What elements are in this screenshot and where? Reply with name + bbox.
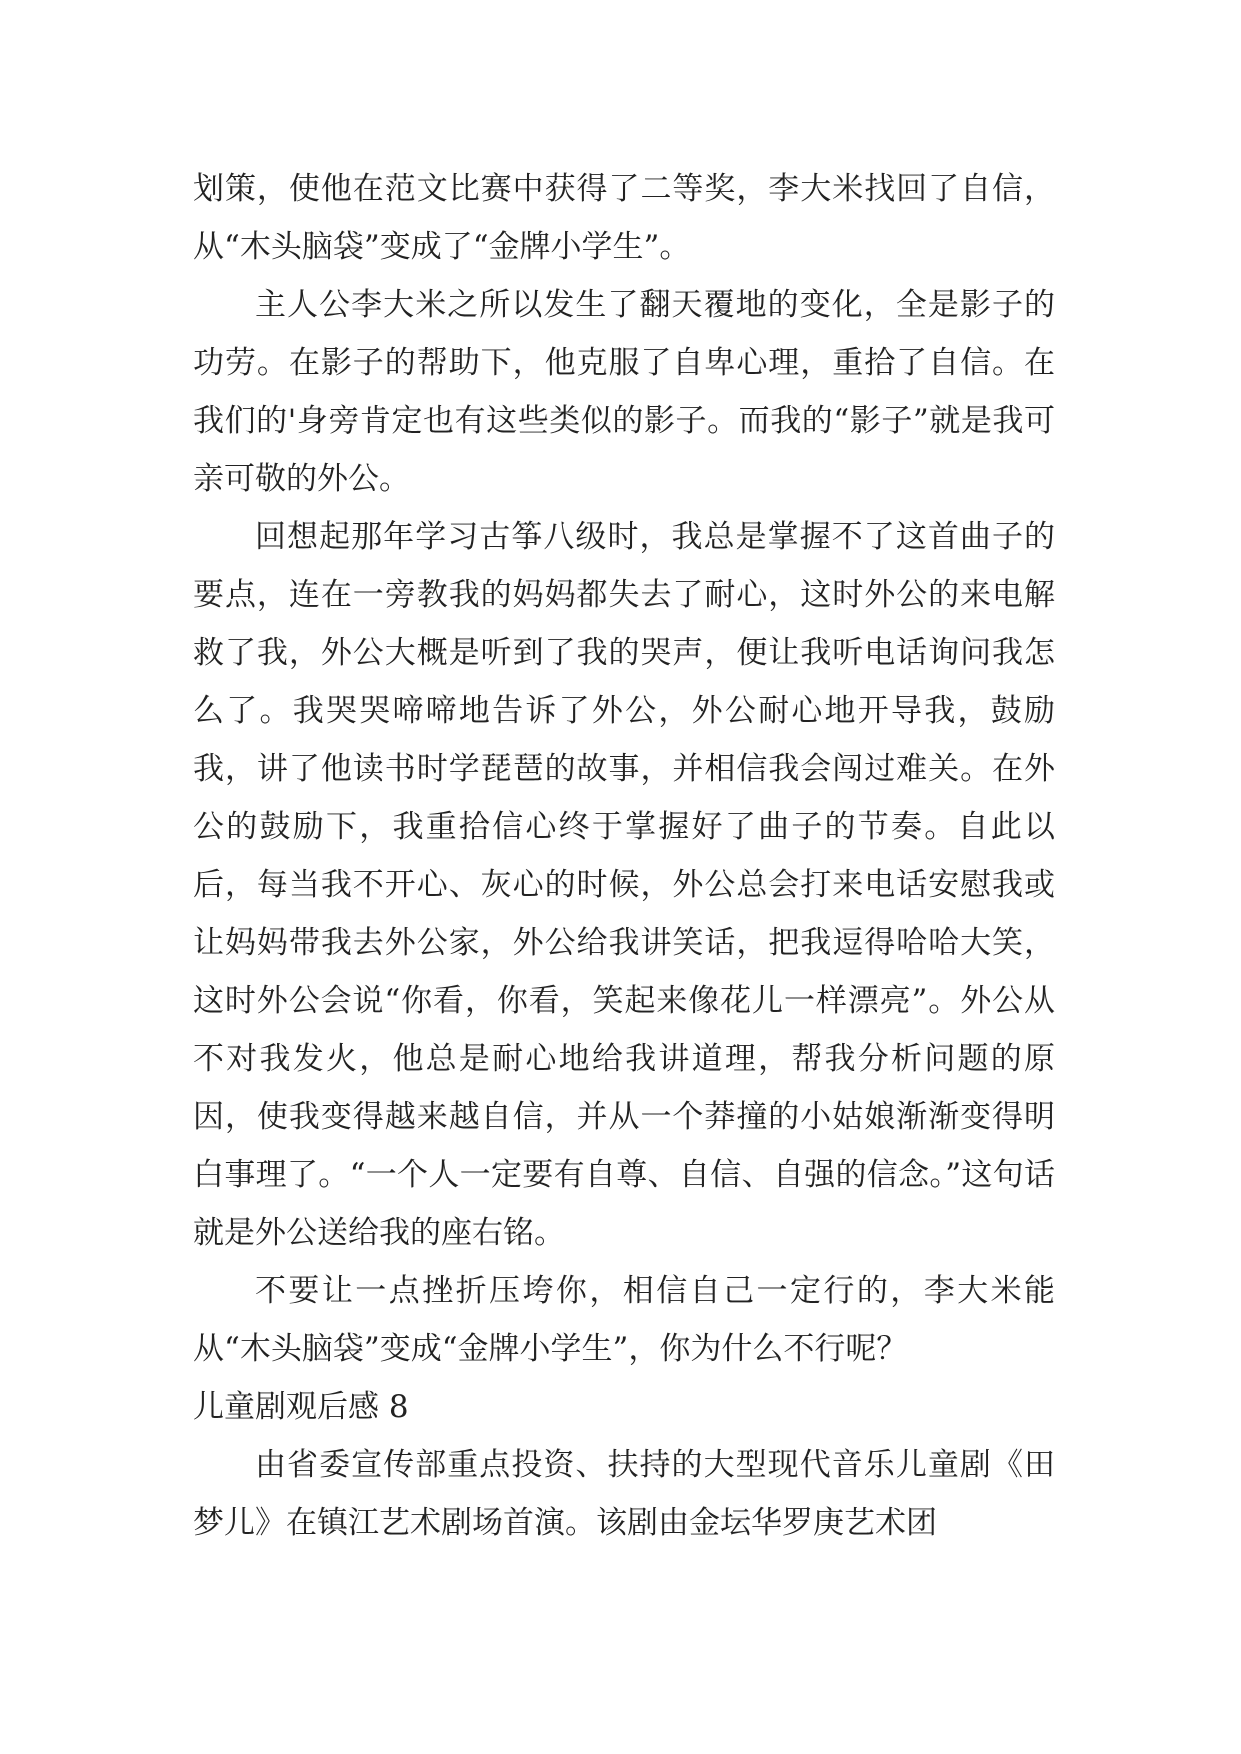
paragraph: 由省委宣传部重点投资、扶持的大型现代音乐儿童剧《田梦儿》在镇江艺术剧场首演。该剧由金坛华罗庚艺术团 [193,1447,1055,1541]
paragraph: 回想起那年学习古筝八级时，我总是掌握不了这首曲子的要点，连在一旁教我的妈妈都失去了耐心，这时外公的来电解救了我，外公大概是听到了我的哭声，便让我听电话询问我怎么了。我哭哭啼啼地告诉了外公，外公耐心地开导我，鼓励我，讲了他读书时学琵琶的故事，并相信我会闯过难关。在外公的鼓励下，我重拾信心终于掌握好了曲子的节奏。自此以后，每当我不开心、灰心的时候，外公总会打来电话安慰我或让妈妈带我去外公家，外公给我讲笑话，把我逗得哈哈大笑，这时外公会说“你看，你看，笑起来像花儿一样漂亮”。外公从不对我发火，他总是耐心地给我讲道理，帮我分析问题的原因，使我变得越来越自信，并从一个莽撞的小姑娘渐渐变得明白事理了。“一个人一定要有自尊、自信、自强的信念。”这句话就是外公送给我的座右铭。 [193,519,1055,1251]
section-title: 儿童剧观后感 8 [193,1389,409,1425]
paragraph: 主人公李大米之所以发生了翻天覆地的变化，全是影子的功劳。在影子的帮助下，他克服了自卑心理，重拾了自信。在我们的'身旁肯定也有这些类似的影子。而我的“影子”就是我可亲可敬的外公。 [193,287,1055,497]
document-body [193,160,1055,1552]
paragraph: 不要让一点挫折压垮你，相信自己一定行的，李大米能从“木头脑袋”变成“金牌小学生”，你为什么不行呢？ [193,1273,1055,1367]
paragraph-continuation: 划策，使他在范文比赛中获得了二等奖，李大米找回了自信，从“木头脑袋”变成了“金牌小学生”。 [193,171,1055,265]
document-page [193,0,1055,1754]
